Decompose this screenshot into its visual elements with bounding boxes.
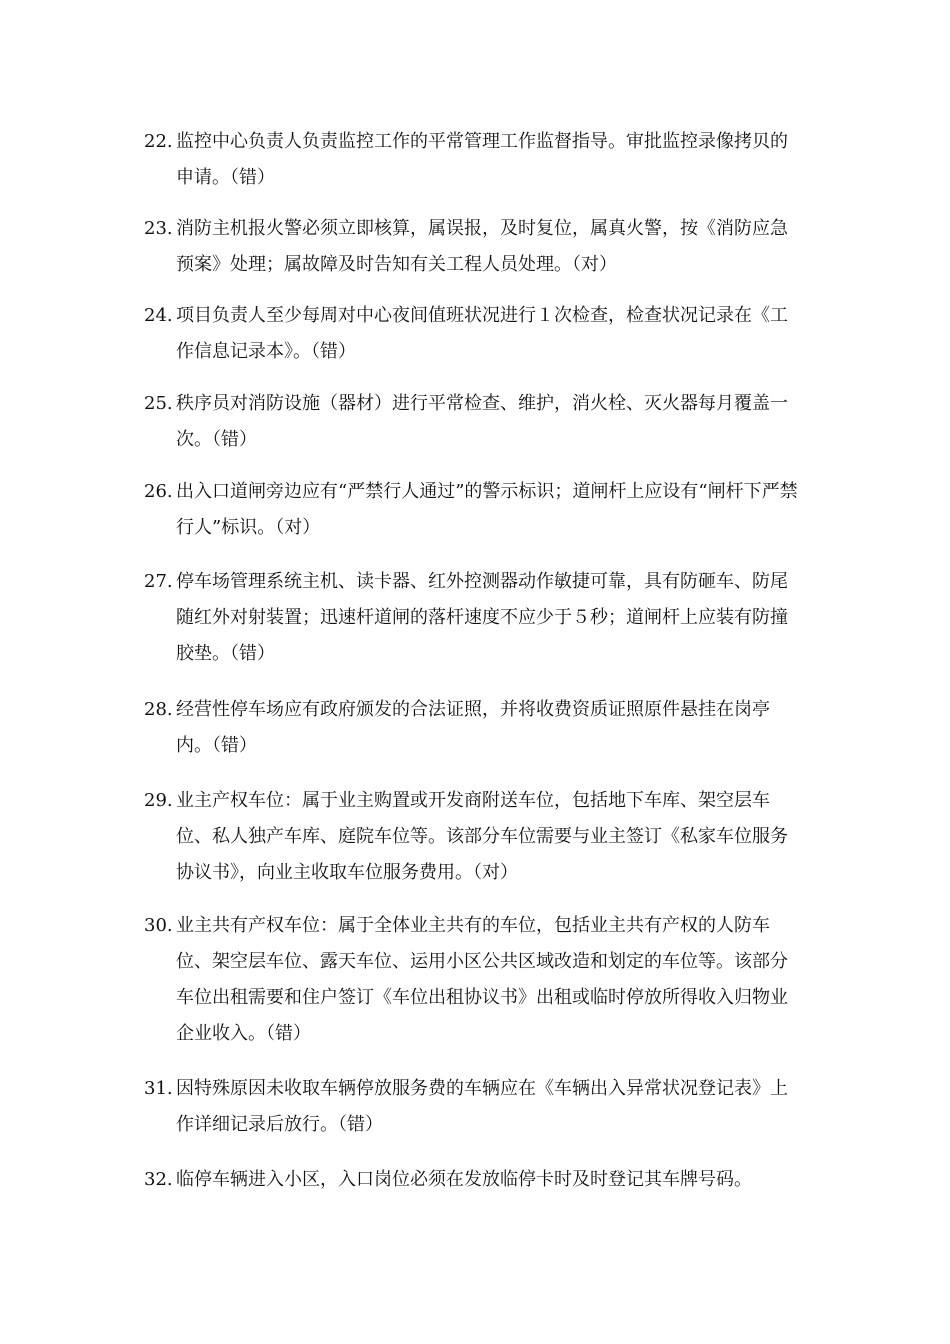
question-item-24 [144, 298, 804, 370]
item-text: 临停车辆进入小区，入口岗位必须在发放临停卡时及时登记其车牌号码。 [176, 1169, 752, 1190]
question-item-23 [144, 211, 804, 283]
question-item-31 [144, 1071, 804, 1143]
item-number: 30. [144, 915, 173, 936]
item-text: 业主共有产权车位：属于全体业主共有的车位，包括业主共有产权的人防车位、架空层车位、露天车位、运用小区公共区域改造和划定的车位等。该部分车位出租需要和住户签订《车位出租协议书》出租或临时停放所得收入归物业企业收入。（错） [176, 915, 788, 1044]
item-text: 项目负责人至少每周对中心夜间值班状况进行１次检查，检查状况记录在《工作信息记录本》。（错） [176, 305, 788, 362]
item-text: 业主产权车位：属于业主购置或开发商附送车位，包括地下车库、架空层车位、私人独产车库、庭院车位等。该部分车位需要与业主签订《私家车位服务协议书》，向业主收取车位服务费用。（对） [176, 790, 788, 883]
item-text: 经营性停车场应有政府颁发的合法证照，并将收费资质证照原件悬挂在岗亭内。（错） [176, 699, 770, 756]
question-item-26 [144, 474, 804, 546]
item-number: 28. [144, 699, 173, 720]
item-text: 因特殊原因未收取车辆停放服务费的车辆应在《车辆出入异常状况登记表》上作详细记录后放行。（错） [176, 1078, 788, 1135]
item-text: 监控中心负责人负责监控工作的平常管理工作监督指导。审批监控录像拷贝的申请。（错） [176, 131, 788, 188]
question-item-30 [144, 908, 804, 1052]
item-number: 32. [144, 1169, 173, 1190]
item-number: 23. [144, 218, 173, 239]
item-text: 秩序员对消防设施（器材）进行平常检查、维护，消火栓、灭火器每月覆盖一次。（错） [176, 393, 788, 450]
question-item-28 [144, 692, 804, 764]
question-item-32 [144, 1162, 804, 1198]
item-number: 26. [144, 481, 173, 502]
question-item-22 [144, 124, 804, 196]
question-item-29 [144, 783, 804, 891]
item-number: 27. [144, 571, 173, 592]
item-text: 出入口道闸旁边应有“严禁行人通过”的警示标识；道闸杆上应设有“闸杆下严禁行人”标识。（对） [176, 481, 798, 538]
item-number: 31. [144, 1078, 173, 1099]
item-number: 25. [144, 393, 173, 414]
question-item-27 [144, 564, 804, 672]
item-number: 24. [144, 305, 173, 326]
item-text: 消防主机报火警必须立即核算，属误报，及时复位，属真火警，按《消防应急预案》处理；属故障及时告知有关工程人员处理。（对） [176, 218, 788, 275]
item-number: 29. [144, 790, 173, 811]
item-text: 停车场管理系统主机、读卡器、红外控测器动作敏捷可靠，具有防砸车、防尾随红外对射装置；迅速杆道闸的落杆速度不应少于５秒；道闸杆上应装有防撞胶垫。（错） [176, 571, 788, 664]
question-item-25 [144, 386, 804, 458]
item-number: 22. [144, 131, 173, 152]
